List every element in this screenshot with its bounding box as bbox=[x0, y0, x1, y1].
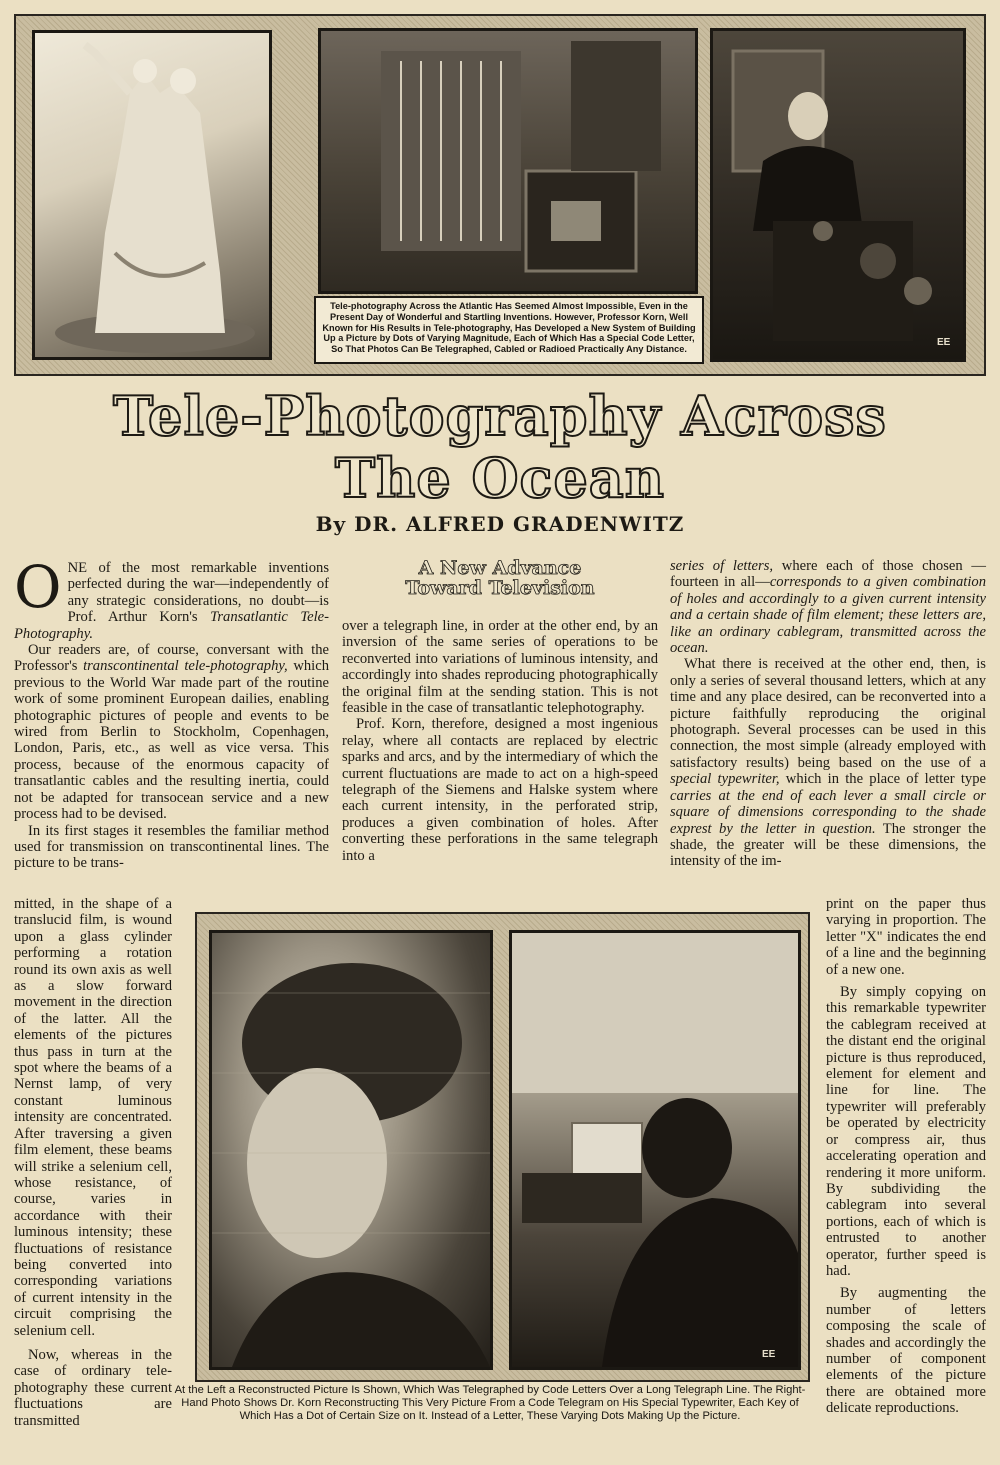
intro-italic: Transatlantic Tele-Photography. bbox=[14, 609, 329, 642]
col3-italic-2: corresponds to a given combination of holes and accordingly to a given current intensity and a certain shade of film element; these letters are, like an ordinary cablegram, transmitted across the ocean. bbox=[670, 574, 986, 657]
intro-text: NE of the most remarkable inventions perfected during the war—independently of any strategic considerations, no doubt—is Prof. Arthur Korn's bbox=[67, 560, 329, 626]
col3-paragraph-2-continued: print on the paper thus varying in proportion. The letter "X" indicates the end of a line and the beginning of a new one. bbox=[826, 896, 986, 978]
headline-line-2: The Ocean bbox=[334, 446, 666, 510]
typist-photo bbox=[509, 930, 801, 1370]
top-caption: Tele-photography Across the Atlantic Has Seemed Almost Impossible, Even in the Present Day of Wonderful and Startling Inventions. However, Professor Korn, Well Known for His Results in Tele-photography, Has Developed a New System of Building Up a Picture by Dots of Varying Magnitude, Each of Which Has a Special Code Letter, So That Photos Can Be Telegraphed, Cabled or Radioed Practically Any Distance. bbox=[314, 296, 704, 364]
subheading-line-1: A New Advance bbox=[418, 557, 582, 579]
col2-paragraph-2: Prof. Korn, therefore, designed a most ingenious relay, where all contacts are replaced by electric sparks and arcs, and by the intermediary of which the current fluctuations are made to act on a high-speed telegraph of the Siemens and Halske system where each current intensity, in the perforated strip, produces a given combination of holes. After converting these perforations in the same telegraph into a bbox=[342, 716, 658, 864]
subheading-line-2: Toward Television bbox=[405, 577, 595, 599]
p2-text-a: Our readers are, of course, conversant with the Professor's bbox=[14, 642, 329, 675]
headline-line-1: Tele-Photography Across bbox=[113, 384, 887, 448]
subheading bbox=[345, 558, 655, 598]
col3-paragraph-1 bbox=[670, 558, 986, 656]
col2-paragraph-1: over a telegraph line, in order at the other end, by an inversion of the same series of operations to be reconverted into variations of luminous intensity, and accordingly into shades reproducing photographically the original film at the sending station. This is not feasible in the case of transatlantic telephotography. bbox=[342, 618, 658, 717]
column-3-bottom bbox=[826, 896, 986, 1417]
col3-paragraph-2 bbox=[670, 656, 986, 869]
col3-p2-text-b: which in the place of letter type bbox=[779, 771, 986, 788]
column-2 bbox=[342, 618, 658, 864]
inventor-photo bbox=[710, 28, 966, 362]
col3-text-1: where each of those chosen —fourteen in all— bbox=[670, 558, 986, 591]
byline: By DR. ALFRED GRADENWITZ bbox=[315, 512, 685, 536]
column-1-bottom bbox=[14, 896, 172, 1429]
typist-illustration bbox=[512, 933, 798, 1367]
bottom-caption: At the Left a Reconstructed Picture Is Shown, Which Was Telegraphed by Code Letters Over a Long Telegraph Line. The Right-Hand Photo Shows Dr. Korn Reconstructing This Very Picture From a Code Telegram on His Special Typewriter, Each Key of Which Has a Dot of Certain Size on It. Instead of a Letter, These Varying Dots Making Up the Picture. bbox=[174, 1384, 806, 1422]
paragraph-3: In its first stages it resembles the familiar method used for transmission on transcontinental lines. The picture to be trans- bbox=[14, 822, 329, 872]
artist-signature-bottom: EE bbox=[762, 1349, 776, 1360]
portrait-illustration bbox=[212, 933, 490, 1367]
statue-illustration bbox=[35, 33, 269, 357]
headline bbox=[0, 385, 1000, 509]
apparatus-photo bbox=[318, 28, 698, 294]
paragraph-3-continued: mitted, in the shape of a translucid film, is wound upon a glass cylinder performing a rotation round its own axis as well as a slow forward movement in the direction of the latter. All the elements of the pictures thus pass in turn at the spot where the beams of a Nernst lamp, of very constant luminous intensity are concentrated. After traversing a given film element, these beams will strike a selenium cell, whose resistance, of course, varies in accordance with their luminous intensity; these fluctuations of resistance being converted into corresponding variations of current intensity in the circuit comprising the selenium cell. bbox=[14, 896, 172, 1339]
top-photo-strip bbox=[14, 14, 986, 376]
inventor-illustration bbox=[713, 31, 963, 359]
paragraph-2 bbox=[14, 642, 329, 822]
apparatus-illustration bbox=[321, 31, 695, 291]
column-3-top bbox=[670, 558, 986, 870]
statue-photo bbox=[32, 30, 272, 360]
drop-cap: O bbox=[14, 553, 62, 621]
column-1-top bbox=[14, 553, 329, 872]
paragraph-4: Now, whereas in the case of ordinary tele-photography these current fluctuations are transmitted bbox=[14, 1346, 172, 1429]
artist-signature-top: EE bbox=[937, 337, 951, 348]
col3-paragraph-3: By simply copying on this remarkable typewriter the cablegram received at the distant end the original picture is thus reproduced, element for element and line for line. The typewriter will preferably be operated by electricity or compress air, thus accelerating operation and rendering it more uniform. By subdividing the cablegram into several portions, each of which is entrusted to another operator, further speed is had. bbox=[826, 984, 986, 1279]
col3-p2-italic-2: carries at the end of each lever a small circle or square of dimensions corresponding to the shade exprest by the letter in question. bbox=[670, 787, 986, 837]
bottom-photo-frame bbox=[195, 912, 810, 1382]
col3-p2-text-a: What there is received at the other end, then, is only a series of several thousand letters, which at any time and any place desired, can be reconverted into a picture faithfully reproducing the original photograph. Several processes can be used in this connection, the most simple (already employed with satisfactory results) being based on the use of a bbox=[670, 656, 986, 771]
col3-italic-1: series of letters, bbox=[670, 558, 774, 574]
col3-paragraph-4: By augmenting the number of letters composing the scale of shades and accordingly the number of component elements of the picture there are obtained more delicate reproductions. bbox=[826, 1285, 986, 1417]
p2-text-b: which previous to the World War made part of the routine work of some prominent European dailies, enabling photographic pictures of people and events to be wired from Berlin to Stockholm, Copenhagen, London, Paris, etc., as well as vice versa. This process, because of the enormous capacity of transatlantic cables and the resulting inertia, could not be adapted for transocean service and a new process had to be devised. bbox=[14, 658, 329, 823]
reconstructed-portrait-photo bbox=[209, 930, 493, 1370]
col3-p2-italic-1: special typewriter, bbox=[670, 771, 780, 788]
col3-p2-text-c: The stronger the shade, the greater will be these dimensions, the intensity of the im- bbox=[670, 820, 986, 870]
p2-italic: transcontinental tele-photography, bbox=[83, 658, 288, 675]
paragraph-intro bbox=[14, 553, 329, 642]
